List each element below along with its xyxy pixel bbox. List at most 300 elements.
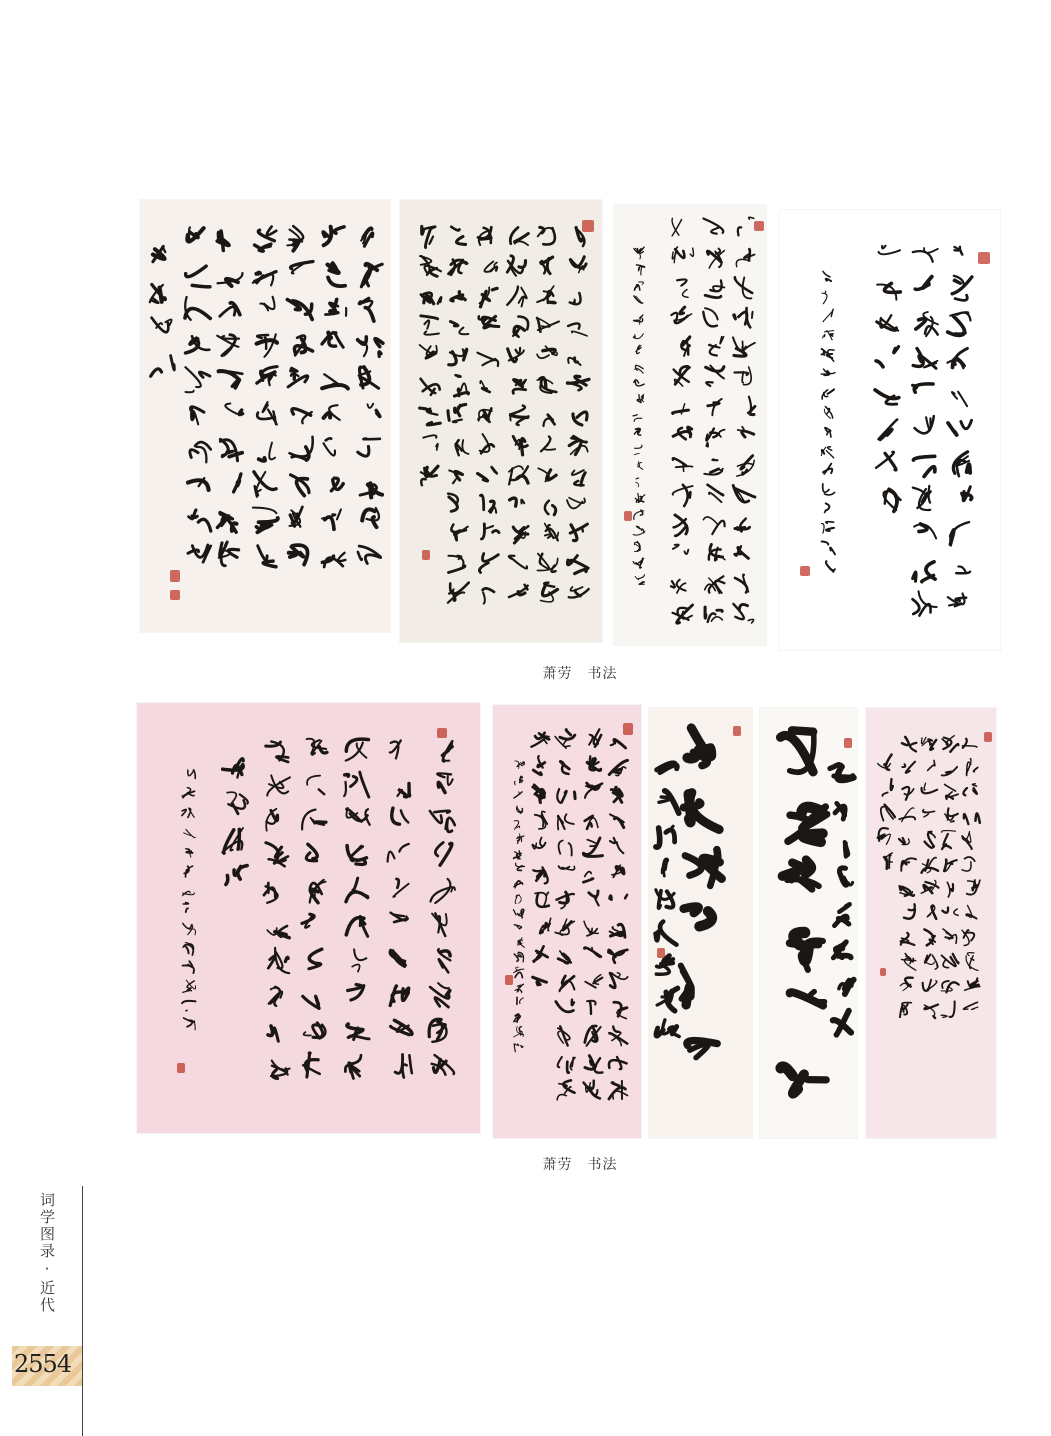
seal-stamp (177, 1063, 185, 1073)
brush-stroke (482, 388, 490, 392)
brush-stroke (448, 411, 449, 421)
brush-stroke (899, 838, 905, 843)
brush-stroke (706, 443, 708, 447)
brush-stroke (456, 375, 461, 376)
brush-stroke (429, 237, 433, 244)
brush-stroke (690, 248, 693, 256)
brush-stroke (518, 955, 521, 957)
brush-stroke (928, 739, 932, 744)
brush-stroke (587, 823, 592, 829)
seal-stamp (754, 221, 764, 231)
brush-stroke (515, 972, 522, 977)
brush-stroke (163, 248, 165, 252)
brush-stroke (289, 553, 297, 557)
brush-stroke (458, 389, 459, 396)
brush-stroke (916, 319, 926, 330)
brush-stroke (950, 821, 954, 822)
brush-stroke (543, 349, 555, 353)
brush-stroke (194, 770, 196, 779)
brush-stroke (749, 217, 754, 219)
brush-stroke (438, 983, 449, 988)
brush-stroke (734, 315, 736, 319)
brush-stroke (228, 549, 238, 557)
calligraphy-scroll-4 (780, 210, 1000, 650)
brush-stroke (633, 415, 637, 416)
brush-stroke (574, 300, 575, 303)
brush-stroke (902, 737, 909, 745)
brush-stroke (684, 907, 699, 913)
caption-row-1: 萧劳 书法 (542, 666, 618, 682)
brush-stroke (720, 337, 723, 344)
brush-stroke (325, 517, 334, 529)
brush-stroke (285, 957, 288, 961)
brush-stroke (924, 783, 925, 790)
brush-stroke (677, 279, 686, 285)
brush-stroke (361, 920, 368, 937)
brush-stroke (269, 443, 275, 460)
brush-stroke (559, 841, 563, 854)
brush-stroke (664, 860, 666, 869)
brush-stroke (322, 514, 335, 518)
brush-stroke (963, 788, 967, 795)
brush-stroke (961, 420, 972, 428)
brush-stroke (958, 392, 967, 407)
brush-stroke (562, 791, 567, 802)
brush-stroke (409, 1055, 412, 1073)
brush-stroke (823, 334, 826, 337)
brush-stroke (610, 838, 615, 843)
brush-stroke (570, 257, 584, 267)
brush-stroke (875, 390, 899, 399)
brush-stroke (581, 473, 585, 486)
brush-stroke (334, 227, 344, 234)
brush-stroke (194, 510, 197, 518)
brush-stroke (822, 293, 827, 303)
brush-stroke (324, 443, 335, 455)
brush-stroke (719, 430, 725, 437)
brush-stroke (595, 1058, 603, 1073)
brush-stroke (634, 335, 635, 337)
brush-stroke (228, 800, 245, 808)
brush-stroke (322, 385, 348, 389)
seal-stamp (624, 511, 632, 521)
brush-stroke (826, 561, 834, 571)
brush-stroke (368, 404, 374, 408)
brush-stroke (881, 807, 886, 821)
brush-stroke (955, 295, 967, 300)
brush-stroke (824, 331, 833, 333)
brush-stroke (220, 307, 235, 317)
brush-stroke (151, 369, 162, 376)
brush-stroke (613, 1026, 619, 1031)
brush-stroke (636, 478, 639, 479)
brush-stroke (826, 451, 833, 458)
brush-stroke (738, 227, 741, 235)
brush-stroke (680, 307, 685, 314)
brush-stroke (518, 837, 520, 838)
brush-stroke (171, 356, 175, 370)
brush-stroke (711, 617, 722, 621)
brush-stroke (347, 846, 366, 861)
brush-stroke (239, 410, 242, 414)
calligraphy-scroll-1 (140, 200, 390, 632)
brush-stroke (188, 770, 194, 776)
brush-stroke (182, 809, 186, 815)
brush-stroke (376, 410, 380, 416)
brush-stroke (274, 1028, 278, 1041)
brush-stroke (401, 810, 408, 822)
brush-stroke (610, 896, 612, 900)
brush-stroke (941, 1015, 947, 1017)
brush-stroke (685, 550, 689, 554)
brush-stroke (483, 592, 485, 603)
brush-stroke (323, 232, 328, 237)
seal-stamp (422, 550, 430, 560)
brush-stroke (546, 892, 548, 895)
brush-stroke (186, 266, 207, 277)
brush-stroke (924, 248, 938, 253)
brush-stroke (514, 910, 517, 915)
brush-stroke (545, 501, 549, 515)
caption-row-2: 萧劳 书法 (542, 1157, 618, 1173)
calligraphy-scroll-6 (493, 705, 641, 1138)
brush-stroke (402, 1065, 406, 1078)
brush-stroke (625, 895, 627, 899)
brush-stroke (365, 308, 373, 321)
brush-stroke (944, 860, 946, 871)
brush-stroke (954, 280, 960, 283)
seal-stamp (984, 732, 992, 742)
brush-stroke (556, 894, 574, 900)
brush-stroke (634, 380, 639, 383)
brush-stroke (462, 440, 468, 454)
brush-stroke (617, 1057, 621, 1069)
brush-stroke (710, 469, 718, 473)
brush-stroke (826, 522, 834, 524)
brush-stroke (454, 393, 468, 397)
brush-stroke (974, 768, 978, 772)
brush-stroke (521, 1046, 523, 1048)
brush-stroke (906, 762, 915, 773)
calligraphy-ink (137, 703, 480, 1133)
brush-stroke (253, 508, 277, 514)
brush-stroke (802, 807, 822, 812)
brush-stroke (519, 895, 522, 904)
brush-stroke (792, 730, 813, 731)
brush-stroke (932, 936, 935, 938)
brush-stroke (260, 303, 268, 310)
brush-stroke (351, 776, 357, 786)
brush-stroke (635, 493, 638, 499)
brush-stroke (221, 231, 223, 251)
brush-stroke (186, 851, 192, 853)
calligraphy-ink (866, 708, 996, 1138)
brush-stroke (533, 770, 541, 775)
brush-stroke (492, 288, 497, 290)
brush-stroke (717, 610, 722, 611)
brush-stroke (748, 619, 753, 623)
brush-stroke (268, 956, 275, 968)
brush-stroke (935, 965, 937, 969)
brush-stroke (491, 501, 495, 512)
calligraphy-ink (780, 210, 1000, 650)
brush-stroke (307, 1053, 310, 1077)
brush-stroke (427, 346, 436, 355)
page-number-tab (12, 1346, 82, 1386)
brush-stroke (430, 268, 437, 276)
brush-stroke (923, 983, 928, 991)
brush-stroke (638, 575, 644, 579)
brush-stroke (621, 767, 626, 772)
brush-stroke (572, 331, 587, 336)
brush-stroke (533, 977, 547, 982)
brush-stroke (152, 318, 169, 333)
brush-stroke (354, 949, 366, 960)
brush-stroke (735, 554, 741, 556)
brush-stroke (422, 227, 424, 235)
brush-stroke (971, 1007, 977, 1009)
brush-stroke (537, 354, 549, 358)
brush-stroke (479, 563, 488, 573)
brush-stroke (738, 312, 747, 324)
calligraphy-scroll-9 (866, 708, 996, 1138)
brush-stroke (319, 789, 325, 794)
brush-stroke (830, 547, 835, 554)
brush-stroke (186, 1010, 187, 1011)
brush-stroke (656, 828, 660, 847)
brush-stroke (326, 438, 332, 440)
brush-stroke (950, 530, 953, 545)
brush-stroke (712, 521, 724, 534)
brush-stroke (440, 843, 452, 865)
brush-stroke (370, 483, 373, 497)
brush-stroke (226, 876, 228, 885)
brush-stroke (267, 227, 276, 236)
seal-stamp (623, 723, 633, 735)
brush-stroke (954, 247, 958, 251)
brush-stroke (790, 992, 823, 1005)
brush-stroke (876, 361, 883, 367)
brush-stroke (705, 308, 718, 319)
brush-stroke (572, 1000, 574, 1005)
brush-stroke (436, 444, 438, 450)
brush-stroke (482, 554, 498, 562)
brush-stroke (186, 829, 195, 837)
brush-stroke (464, 349, 467, 360)
sidebar-rule (82, 1186, 83, 1436)
brush-stroke (329, 265, 339, 273)
brush-stroke (565, 814, 574, 824)
brush-stroke (190, 450, 198, 458)
calligraphy-scroll-7 (649, 708, 752, 1138)
brush-stroke (634, 418, 642, 421)
brush-stroke (358, 552, 362, 560)
brush-stroke (942, 908, 948, 913)
brush-stroke (507, 287, 518, 305)
brush-stroke (518, 881, 522, 883)
brush-stroke (741, 456, 753, 469)
brush-stroke (259, 518, 278, 522)
brush-stroke (338, 553, 345, 561)
brush-stroke (635, 445, 642, 448)
brush-stroke (928, 765, 935, 771)
brush-stroke (392, 808, 400, 824)
brush-stroke (948, 423, 957, 435)
brush-stroke (533, 843, 546, 848)
brush-stroke (439, 959, 449, 972)
brush-stroke (828, 389, 835, 393)
calligraphy-scroll-5 (137, 703, 480, 1133)
brush-stroke (703, 858, 722, 879)
seal-stamp (437, 728, 447, 738)
page-number: 2554 (14, 1350, 72, 1378)
brush-stroke (635, 382, 644, 386)
brush-stroke (712, 460, 717, 461)
brush-stroke (948, 792, 959, 797)
brush-stroke (900, 983, 908, 986)
brush-stroke (703, 517, 717, 525)
brush-stroke (735, 372, 749, 375)
brush-stroke (421, 479, 425, 485)
brush-stroke (519, 261, 526, 268)
brush-stroke (188, 516, 192, 519)
brush-stroke (956, 572, 970, 574)
brush-stroke (515, 234, 529, 242)
brush-stroke (673, 545, 679, 549)
brush-stroke (942, 831, 956, 833)
brush-stroke (577, 412, 587, 420)
brush-stroke (671, 581, 675, 587)
brush-stroke (951, 884, 953, 891)
brush-stroke (258, 546, 267, 560)
brush-stroke (557, 1095, 566, 1100)
brush-stroke (478, 474, 488, 481)
brush-stroke (828, 350, 834, 361)
brush-stroke (375, 339, 383, 347)
brush-stroke (558, 1057, 562, 1067)
brush-stroke (973, 788, 977, 794)
brush-stroke (516, 895, 519, 897)
brush-stroke (451, 227, 459, 231)
calligraphy-scroll-3 (614, 205, 766, 645)
brush-stroke (913, 599, 920, 614)
brush-stroke (263, 561, 276, 567)
brush-stroke (453, 420, 462, 423)
brush-stroke (483, 360, 499, 366)
brush-stroke (889, 854, 891, 868)
brush-stroke (388, 852, 395, 862)
brush-stroke (964, 814, 969, 824)
brush-stroke (659, 891, 661, 908)
brush-stroke (585, 872, 592, 877)
brush-stroke (571, 438, 576, 439)
brush-stroke (220, 542, 227, 556)
brush-stroke (827, 431, 831, 437)
brush-stroke (421, 316, 438, 319)
brush-stroke (438, 782, 445, 792)
brush-stroke (379, 352, 381, 357)
brush-stroke (976, 813, 980, 822)
calligraphy-ink (400, 200, 602, 642)
brush-stroke (924, 1005, 938, 1010)
brush-stroke (514, 1033, 524, 1037)
brush-stroke (919, 604, 930, 616)
brush-stroke (292, 409, 311, 416)
brush-stroke (521, 500, 524, 504)
brush-stroke (492, 467, 497, 473)
brush-stroke (899, 817, 915, 820)
brush-stroke (706, 429, 714, 441)
brush-stroke (328, 277, 345, 286)
brush-stroke (540, 262, 545, 273)
brush-stroke (926, 417, 930, 430)
brush-stroke (673, 458, 686, 465)
brush-stroke (263, 402, 268, 412)
brush-stroke (197, 447, 207, 462)
brush-stroke (962, 862, 971, 871)
brush-stroke (822, 523, 825, 533)
brush-stroke (711, 227, 719, 233)
brush-stroke (307, 776, 320, 785)
brush-stroke (883, 793, 888, 796)
brush-stroke (828, 447, 832, 451)
brush-stroke (965, 857, 975, 861)
brush-stroke (543, 923, 547, 926)
brush-stroke (568, 323, 579, 328)
seal-stamp (505, 975, 513, 985)
brush-stroke (634, 453, 639, 454)
brush-stroke (513, 389, 526, 393)
brush-stroke (590, 1001, 591, 1014)
brush-stroke (638, 463, 643, 470)
brush-stroke (271, 775, 288, 793)
brush-stroke (537, 982, 540, 985)
brush-stroke (932, 907, 937, 919)
brush-stroke (954, 316, 965, 334)
brush-stroke (514, 857, 519, 858)
brush-stroke (617, 842, 624, 853)
brush-stroke (563, 1080, 574, 1092)
brush-stroke (657, 964, 667, 967)
brush-stroke (566, 730, 571, 735)
brush-stroke (309, 949, 322, 963)
brush-stroke (345, 774, 349, 776)
brush-stroke (289, 226, 303, 240)
brush-stroke (574, 792, 575, 799)
brush-stroke (636, 265, 642, 266)
brush-stroke (363, 439, 379, 440)
brush-stroke (569, 498, 585, 503)
brush-stroke (749, 249, 750, 260)
brush-stroke (437, 773, 451, 777)
brush-stroke (295, 507, 302, 522)
brush-stroke (424, 331, 439, 334)
brush-stroke (352, 964, 359, 971)
brush-stroke (288, 376, 308, 387)
brush-stroke (686, 987, 690, 1005)
brush-stroke (794, 932, 804, 944)
brush-stroke (792, 860, 812, 869)
brush-stroke (557, 789, 560, 803)
brush-stroke (480, 495, 483, 510)
brush-stroke (967, 464, 970, 473)
brush-stroke (344, 782, 346, 796)
brush-stroke (482, 524, 485, 539)
brush-stroke (510, 498, 517, 506)
brush-stroke (272, 1070, 277, 1079)
brush-stroke (575, 358, 578, 362)
brush-stroke (373, 517, 377, 527)
